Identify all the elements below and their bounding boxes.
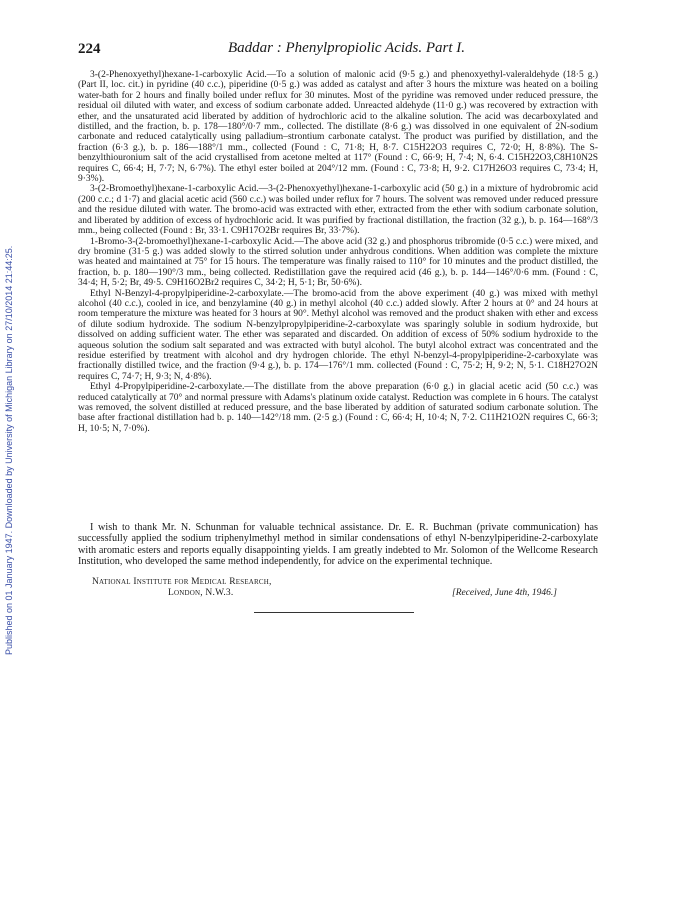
received-date: [Received, June 4th, 1946.] <box>452 588 557 598</box>
institution-name: National Institute for Medical Research, <box>92 577 272 587</box>
page-number: 224 <box>78 41 101 57</box>
paragraph-phenoxyethyl-acid: 3-(2-Phenoxyethyl)hexane-1-carboxylic Acid.—To a solution of malonic acid (9·5 g.) and phenoxyethyl-valeraldehyde (18·5 g.) (Part II, loc. cit.) in pyridine (40 c.c.), piperidine (0·5 g.) was added as catalyst and after 3 hours the mixture was heated on a boiling water-bath for 2 hours and finally boiled under reflux for 30 minutes. Most of the pyridine was removed under reduced pressure, the residual oil diluted with water, and excess of sodium carbonate added. Unreacted aldehyde (11·0 g.) was recovered by extraction with ether, and the unsaturated acid liberated by addition of hydrochloric acid to the alkaline solution. The acid was decarboxylated and distilled, and the fraction, b. p. 178—180°/0·7 mm., collected. The distillate (8·6 g.) was dissolved in one equivalent of 2N-sodium carbonate and reduced catalytically using palladium–strontium carbonate catalyst. The product was purified by distillation, and the fraction (6·3 g.), b. p. 186—188°/1 mm., collected (Found : C, 71·8; H, 8·7. C15H22O3 requires C, 72·0; H, 8·8%). The S-benzylthiouronium salt of the acid crystallised from acetone melted at 117° (Found : C, 66·9; H, 7·4; N, 6·4. C15H22O3,C8H10N2S requires C, 66·4; H, 7·7; N, 6·7%). The ethyl ester boiled at 204°/12 mm. (Found : C, 73·8; H, 9·2. C17H26O3 requires C, 73·4; H, 9·3%). <box>78 70 598 185</box>
paragraph-benzyl-ester: Ethyl N-Benzyl-4-propylpiperidine-2-carboxylate.—The bromo-acid from the above experiment (40 g.) was mixed with methyl alcohol (40 c.c.), cooled in ice, and benzylamine (40 g.) in methyl alcohol (40 c.c.) added slowly. After 2 hours at 0° and 24 hours at room temperature the mixture was heated for 3 hours at 90°. Methyl alcohol was removed and the product shaken with ether and excess of dilute sodium hydroxide. The sodium N-benzylpropylpiperidine-2-carboxylate was sparingly soluble in sodium hydroxide, but dissolved on adding sufficient water. The ether was separated and discarded. On addition of excess of 50% sodium hydroxide to the aqueous solution the sodium salt separated and was extracted with butyl alcohol. The butyl alcohol extract was concentrated and the residue esterified by treatment with alcohol and dry hydrogen chloride. The ethyl N-benzyl-4-propylpiperidine-2-carboxylate was fractionally distilled twice, and the fraction (9·4 g.), b. p. 174—176°/1 mm. collected (Found : C, 75·2; H, 9·2; N, 5·1. C18H27O2N requires C, 74·7; H, 9·3; N, 4·8%). <box>78 288 598 382</box>
download-watermark: Published on 01 January 1947. Downloaded by University of Michigan Library on 27/10/2014 21:44:25. <box>4 245 14 655</box>
paragraph-propylpiperidine-ester: Ethyl 4-Propylpiperidine-2-carboxylate.—The distillate from the above preparation (6·0 g.) in glacial acetic acid (50 c.c.) was reduced catalytically at 70° and normal pressure with Adams's platinum oxide catalyst. Reduction was complete in 6 hours. The catalyst was removed, the solvent distilled at reduced pressure, and the base liberated by addition of saturated sodium carbonate solution. The base after fractional distillation had b. p. 140—142°/18 mm. (2·5 g.) (Found : C, 66·4; H, 10·4; N, 7·2. C11H21O2N requires C, 66·3; H, 10·5; N, 7·0%). <box>78 382 598 434</box>
paragraph-dibromo-acid: 1-Bromo-3-(2-bromoethyl)hexane-1-carboxylic Acid.—The above acid (32 g.) and phosphorus tribromide (0·5 c.c.) were mixed, and dry bromine (31·5 g.) was added slowly to the stirred solution under anhydrous conditions. When addition was complete the mixture was heated and maintained at 75° for 15 hours. The temperature was finally raised to 110° for 10 minutes and the product distilled, the fraction, b. p. 180—190°/3 mm., being collected. Redistillation gave the required acid (46 g.), b. p. 144—146°/0·6 mm. (Found : C, 34·4; H, 5·2; Br, 49·5. C9H16O2Br2 requires C, 34·2; H, 5·1; Br, 50·6%). <box>78 236 598 289</box>
acknowledgement: I wish to thank Mr. N. Schunman for valuable technical assistance. Dr. E. R. Buchman (private communication) has successfully applied the sodium triphenylmethyl method in similar condensations of ethyl N-benzylpiperidine-2-carboxylate with aromatic esters and reports equally disappointing yields. I am greatly indebted to Mr. Solomon of the Wellcome Research Institution, who developed the same method independently, for advice on the experimental technique. <box>78 522 598 568</box>
institution-address: London, N.W.3. <box>168 588 234 598</box>
end-rule <box>254 612 414 613</box>
page-header <box>78 41 598 61</box>
running-title: Baddar : Phenylpropiolic Acids. Part I. <box>228 40 466 56</box>
experimental-section <box>78 70 598 434</box>
paragraph-bromoethyl-acid: 3-(2-Bromoethyl)hexane-1-carboxylic Acid.—3-(2-Phenoxyethyl)hexane-1-carboxylic acid (50 g.) in a mixture of hydrobromic acid (200 c.c.; d 1·7) and glacial acetic acid (560 c.c.) was boiled under reflux for 7 hours. The solvent was removed under reduced pressure and the residue diluted with water. The bromo-acid was extracted with ether, extracted from the ether with sodium carbonate solution, and liberated by addition of excess of hydrochloric acid. It was purified by fractional distillation, the fraction (32 g.), b. p. 164—168°/3 mm., being collected (Found : Br, 33·1. C9H17O2Br requires Br, 33·7%). <box>78 184 598 237</box>
